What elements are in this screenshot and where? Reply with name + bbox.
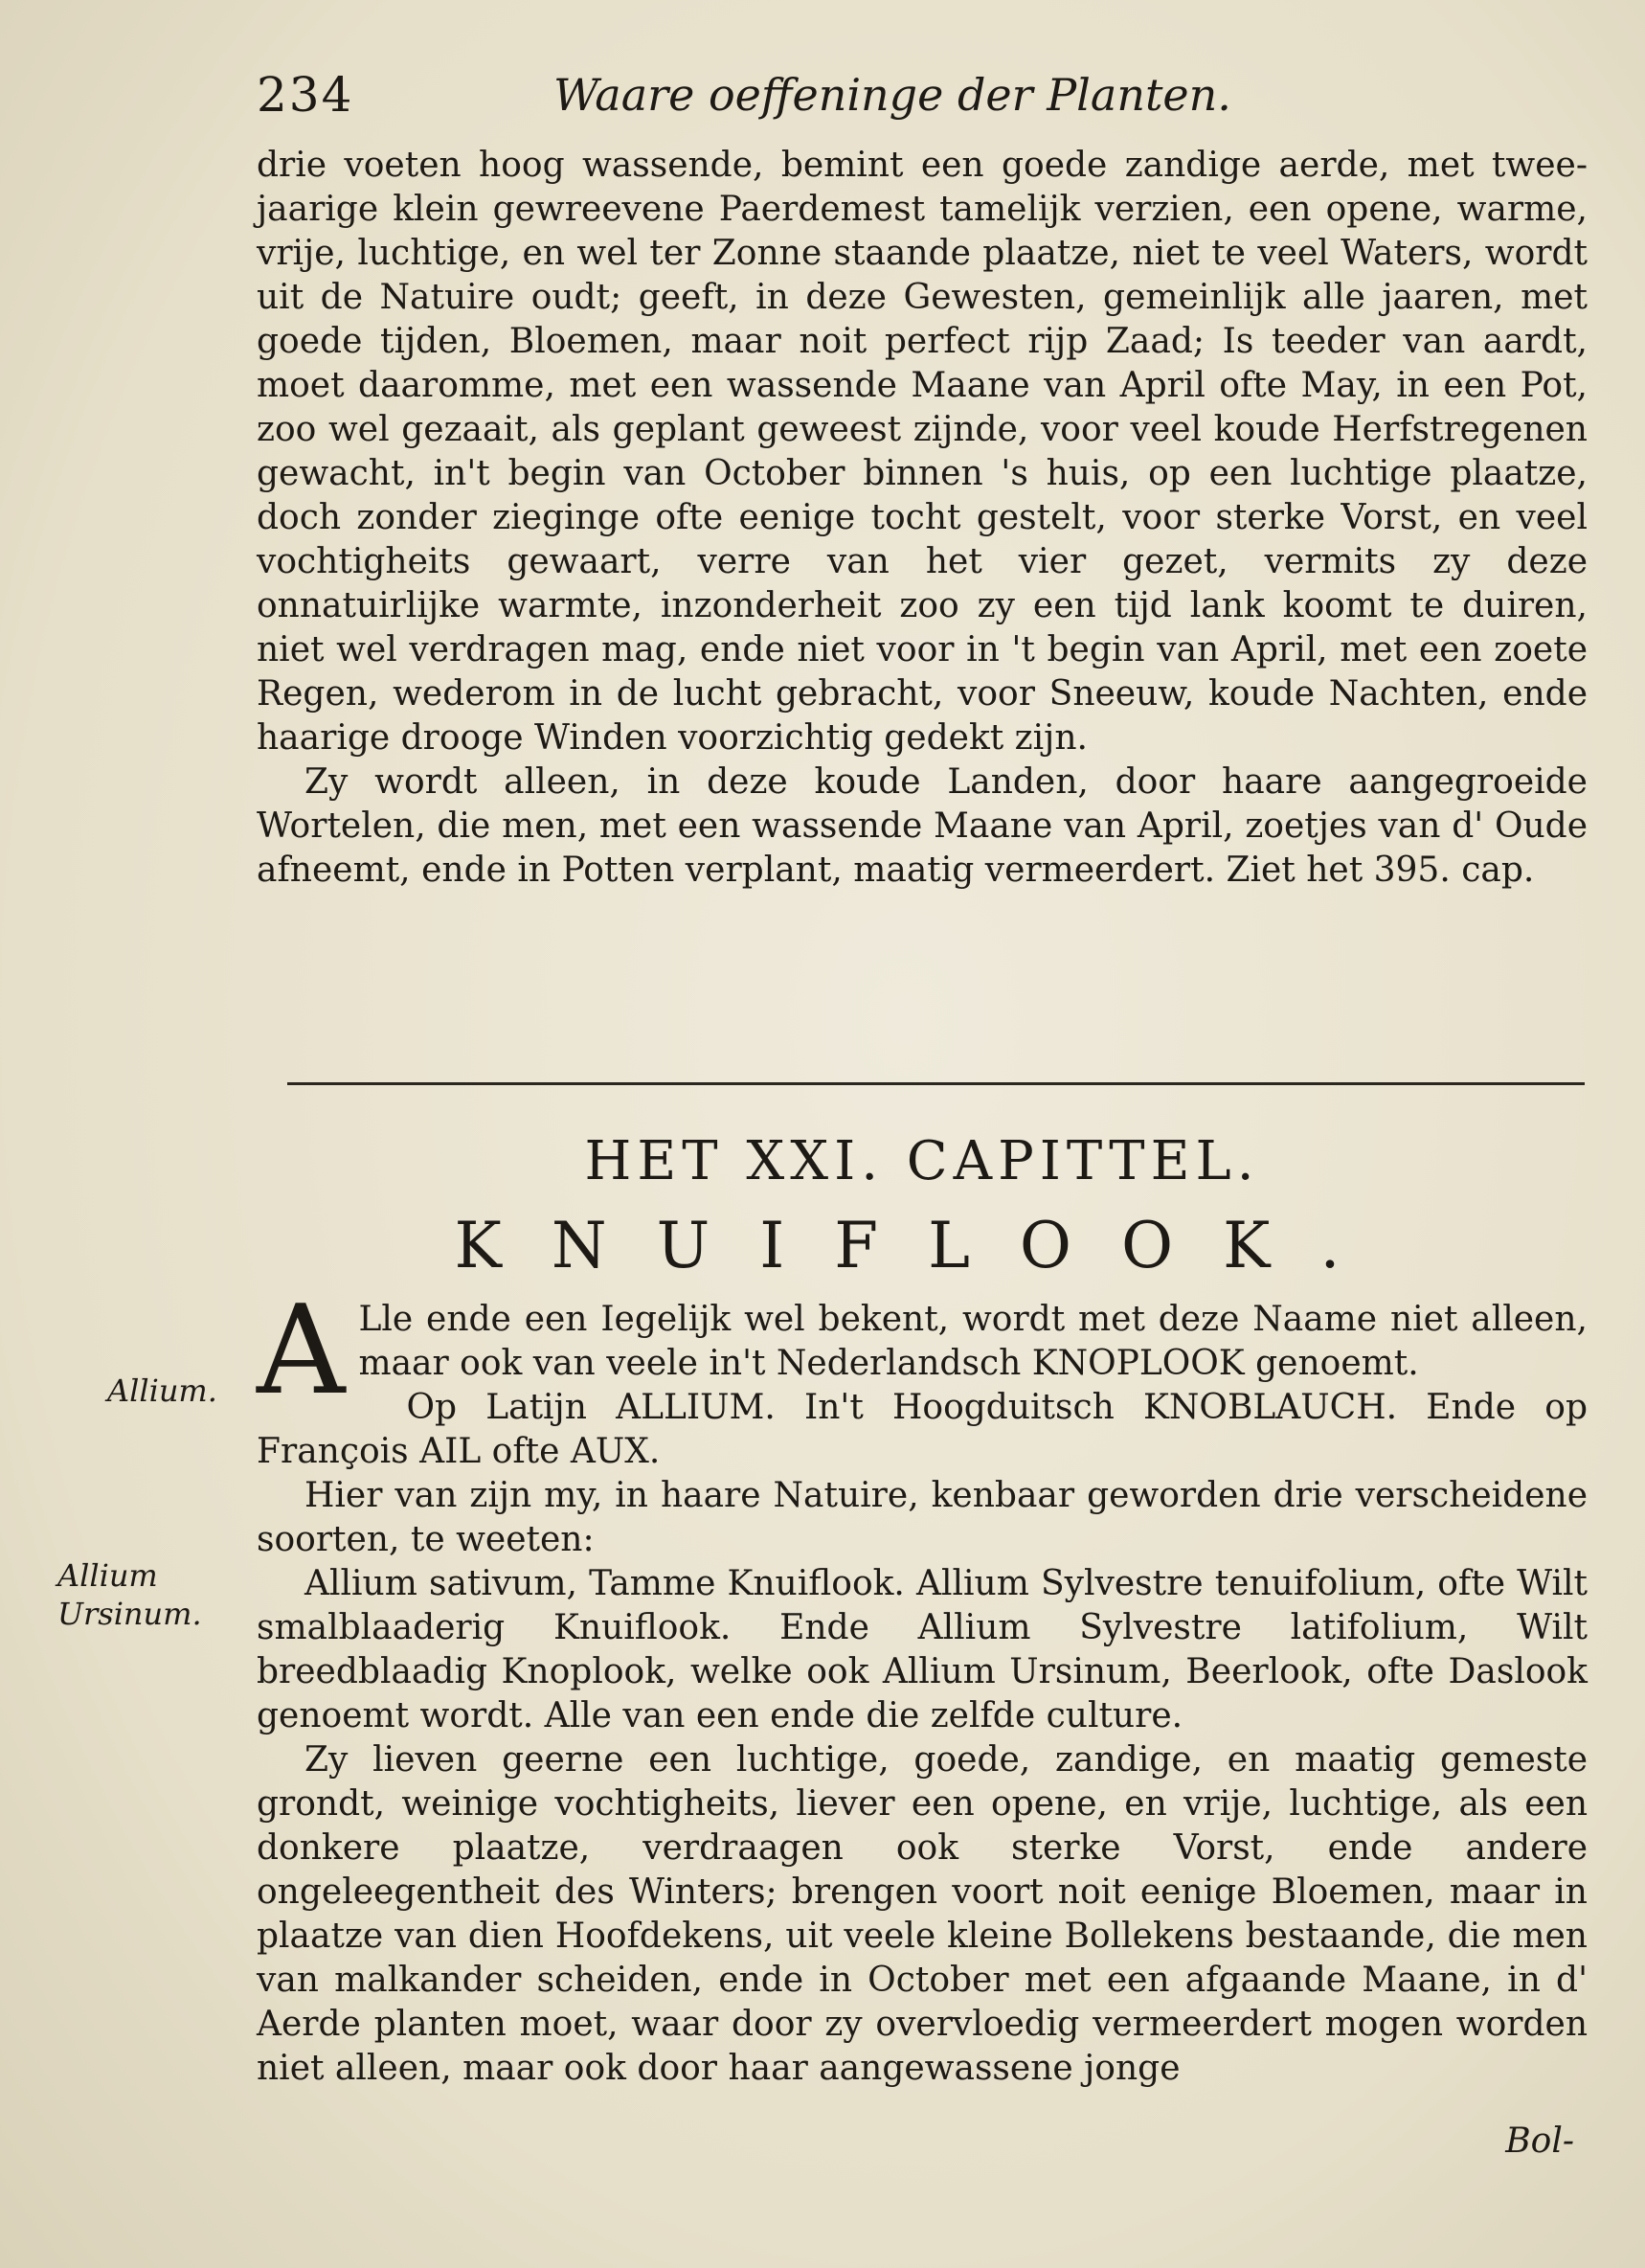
paragraph-1: drie voeten hoog wassende, bemint een goede zandige aerde, met twee-jaarige klein gewreevene Paerdemest tamelijk verzien, een opene, warme, vrije, luchtige, en wel ter Zonne staande plaatze, niet te veel Waters, wordt uit de Natuire oudt; geeft, in deze Gewesten, gemeinlijk alle jaaren, met goede tijden, Bloemen, maar noit perfect rijp Zaad; Is teeder van aardt, moet daaromme, met een wassende Maane van April ofte May, in een Pot, zoo wel gezaait, als geplant geweest zijnde, voor veel koude Herfstregenen gewacht, in't begin van October binnen 's huis, op een luchtige plaatze, doch zonder zieginge ofte eenige tocht gestelt, voor sterke Vorst, en veel vochtigheits gewaart, verre van het vier gezet, vermits zy deze onnatuirlijke warmte, inzonderheit zoo zy een tijd lank koomt te duiren, niet wel verdragen mag, ende niet voor in 't begin van April, met een zoete Regen, wederom in de lucht gebracht, voor Sneeuw, koude Nachten, ende haarige drooge Winden voorzichtig gedekt zijn. [257, 146, 1588, 758]
paragraph-6: Allium sativum, Tamme Knuiflook. Allium Sylvestre tenuifolium, ofte Wilt smalblaaderig Knuiflook. Ende Allium Sylvestre latifolium, Wilt breedblaadig Knoplook, welke ook Allium Ursinum, Beerlook, ofte Daslook genoemt wordt. Alle van een ende die zelfde culture. [257, 1564, 1588, 1735]
paragraph-4: Op Latijn ALLIUM. In't Hoogduitsch KNOBLAUCH. Ende op François AIL ofte AUX. [257, 1388, 1588, 1471]
paragraph-5: Hier van zijn my, in haare Natuire, kenbaar geworden drie verscheidene soorten, te weeten: [257, 1476, 1588, 1559]
paragraph-2: Zy wordt alleen, in deze koude Landen, door haare aangegroeide Wortelen, die men, met een wassende Maane van April, zoetjes van d' Oude afneemt, ende in Potten verplant, maatig vermeerdert. Ziet het 395. cap. [257, 762, 1588, 890]
paragraph-3-text: Lle ende een Iegelijk wel bekent, wordt met deze Naame niet alleen, maar ook van veele in't Nederlandsch KNOPLOOK genoemt. [358, 1300, 1588, 1383]
page-number: 234 [257, 67, 354, 123]
catchword: Bol- [1505, 2121, 1574, 2161]
paragraph-3 [257, 1280, 1588, 1422]
page-header [257, 67, 1578, 144]
drop-cap: A [257, 1280, 346, 1422]
running-title: Waare oeffeninge der Planten. [553, 69, 1231, 121]
paragraph-7: Zy lieven geerne een luchtige, goede, zandige, en maatig gemeste grondt, weinige vochtigheits, liever een opene, en vrije, luchtige, als een donkere plaatze, verdraagen ook sterke Vorst, ende andere ongeleegentheit des Winters; brengen voort noit eenige Bloemen, maar in plaatze van dien Hoofdekens, uit veele kleine Bollekens bestaande, die men van malkander scheiden, ende in October met een afgaande Maane, in d' Aerde planten moet, waar door zy overvloedig vermeerdert mogen worden niet alleen, maar ook door haar aangewassene jonge [257, 1740, 1588, 2088]
margin-note-allium-ursinum: Allium Ursinum. [57, 1557, 202, 1632]
bottom-text-block [257, 1280, 1588, 2091]
chapter-heading: HET XXI. CAPITTEL. [584, 1130, 1260, 1192]
chapter-title: KNUIFLOOK. [454, 1209, 1390, 1282]
top-text-block [257, 144, 1588, 893]
margin-note-allium: Allium. [107, 1372, 217, 1409]
section-divider [287, 1082, 1585, 1085]
